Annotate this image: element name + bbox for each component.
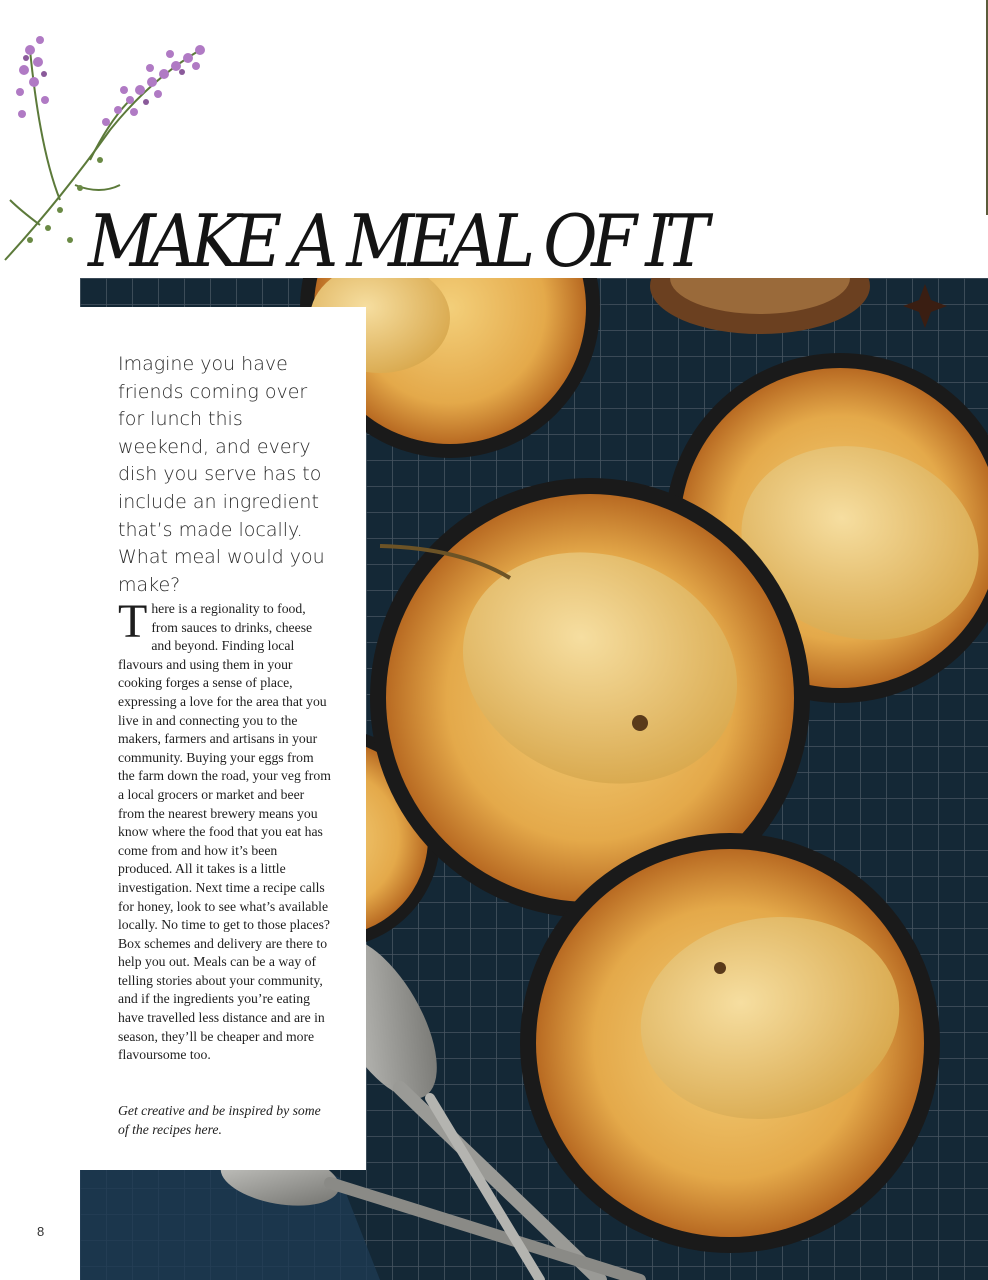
- intro-text: Imagine you have friends coming over for lunch this weekend, and every dish you serve has to include an ingredient that’s made locally. What meal would you make?: [118, 353, 325, 596]
- body-paragraph: here is a regionality to food, from sauces to drinks, cheese and beyond. Finding local flavours and using them in your cooking forges a sense of place, expressing a love for the area that you live in and connecting you to the makers, farmers and artisans in your community. Buying your eggs from the farm down the road, your veg from a local grocers or market and beer from the nearest brewery means you know where the food that you eat has come from and how it’s been produced. All it takes is a little investigation. Next time a recipe calls for honey, look to see what’s available locally. No time to get to those places? Box schemes and delivery are there to help you out. Meals can be a way of telling stories about your community, and if the ingredients you’re eating have travelled less distance and are in season, they’ll be cheaper and more flavoursome too.: [118, 601, 331, 1063]
- closing-text: Get creative and be inspired by some of the recipes here.: [118, 1103, 321, 1137]
- page-number: 8: [37, 1224, 45, 1239]
- page-title: MAKE A MEAL OF IT: [88, 199, 703, 283]
- body-text: [118, 595, 332, 1065]
- drop-cap: T: [118, 595, 148, 648]
- text-panel: [80, 307, 366, 1170]
